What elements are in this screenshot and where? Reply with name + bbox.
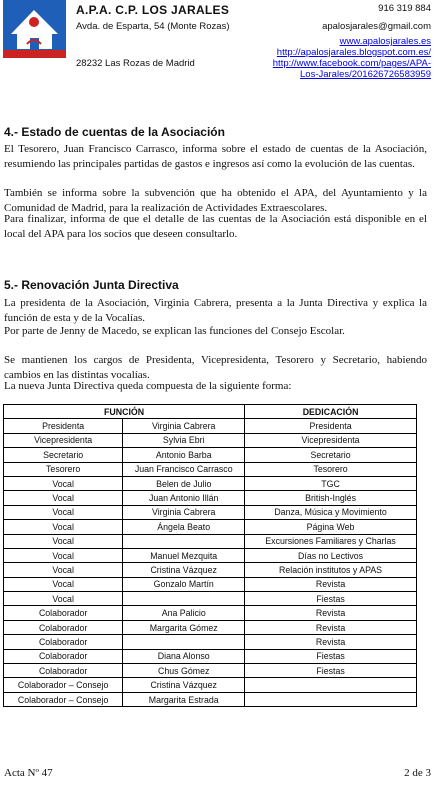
cell-role: Vocal (4, 476, 123, 490)
cell-dedication: Revista (245, 606, 417, 620)
section5-paragraph-1: La presidenta de la Asociación, Virginia Cabrera, presenta a la Junta Directiva y explica la función de esta y de la Vocalías. (4, 297, 427, 324)
cell-role: Vicepresidenta (4, 433, 123, 447)
cell-role: Vocal (4, 491, 123, 505)
table-header-row (4, 405, 417, 419)
header-dedicacion: DEDICACIÓN (245, 405, 417, 419)
cell-role: Colaborador (4, 649, 123, 663)
web-link[interactable]: www.apalosjarales.es (339, 36, 431, 47)
cell-name: Juan Francisco Carrasco (123, 462, 245, 476)
table-row (4, 620, 417, 634)
table-row (4, 534, 417, 548)
cell-name: Juan Antonio Illán (123, 491, 245, 505)
cell-name: Manuel Mezquita (123, 548, 245, 562)
cell-dedication: Presidenta (245, 419, 417, 433)
cell-name (123, 534, 245, 548)
cell-role: Tesorero (4, 462, 123, 476)
cell-role: Colaborador (4, 664, 123, 678)
cell-role: Colaborador (4, 635, 123, 649)
cell-name: Margarita Estrada (123, 692, 245, 706)
cell-dedication: Fiestas (245, 664, 417, 678)
cell-role: Vocal (4, 505, 123, 519)
footer-acta-number: Acta Nº 47 (4, 767, 53, 779)
cell-name: Diana Alonso (123, 649, 245, 663)
table-row (4, 419, 417, 433)
section5-title: 5.- Renovación Junta Directiva (4, 278, 179, 292)
footer-page-number: 2 de 3 (404, 767, 431, 779)
section5-paragraph-3: Se mantienen los cargos de Presidenta, Vicepresidenta, Tesorero y Secretario, habiendo cambios en las distintas vocalías. (4, 354, 427, 381)
cell-name: Chus Gómez (123, 664, 245, 678)
cell-dedication: Revista (245, 620, 417, 634)
cell-role: Colaborador – Consejo (4, 692, 123, 706)
table-row (4, 692, 417, 706)
table-row (4, 433, 417, 447)
cell-dedication: Fiestas (245, 649, 417, 663)
table-row (4, 491, 417, 505)
section4-title: 4.- Estado de cuentas de la Asociación (4, 125, 225, 139)
table-row (4, 606, 417, 620)
email: apalosjarales@gmail.com (322, 21, 431, 32)
table-row (4, 462, 417, 476)
table-row (4, 448, 417, 462)
facebook-link-line1[interactable]: http://www.facebook.com/pages/APA- (272, 58, 431, 69)
cell-name: Virginia Cabrera (123, 419, 245, 433)
cell-role: Colaborador (4, 620, 123, 634)
cell-name: Virginia Cabrera (123, 505, 245, 519)
table-row (4, 635, 417, 649)
cell-role: Vocal (4, 592, 123, 606)
table-row (4, 520, 417, 534)
cell-name: Belen de Julio (123, 476, 245, 490)
cell-dedication: Tesorero (245, 462, 417, 476)
table-row (4, 476, 417, 490)
cell-role: Secretario (4, 448, 123, 462)
cell-dedication: Revista (245, 635, 417, 649)
table-row (4, 649, 417, 663)
cell-dedication: Días no Lectivos (245, 548, 417, 562)
cell-role: Vocal (4, 520, 123, 534)
section4-paragraph-3: Para finalizar, informa de que el detalle de las cuentas de la Asociación está disponible en el local del APA para los socios que deseen consultarlo. (4, 213, 427, 240)
cell-name: Ángela Beato (123, 520, 245, 534)
table-row (4, 505, 417, 519)
blog-link[interactable]: http://apalosjarales.blogspot.com.es/ (276, 47, 431, 58)
org-name: A.P.A. C.P. LOS JARALES (76, 3, 230, 17)
section5-paragraph-4: La nueva Junta Directiva queda compuesta de la siguiente forma: (4, 380, 292, 392)
cell-role: Vocal (4, 548, 123, 562)
cell-role: Vocal (4, 534, 123, 548)
header-funcion: FUNCIÓN (4, 405, 245, 419)
cell-name: Cristina Vázquez (123, 563, 245, 577)
cell-dedication: Secretario (245, 448, 417, 462)
cell-dedication: British-Inglés (245, 491, 417, 505)
cell-role: Colaborador (4, 606, 123, 620)
facebook-link-line2[interactable]: Los-Jarales/201626726583959 (300, 69, 431, 80)
cell-name (123, 635, 245, 649)
cell-dedication (245, 678, 417, 692)
cell-dedication: TGC (245, 476, 417, 490)
cell-name: Antonio Barba (123, 448, 245, 462)
address: Avda. de Esparta, 54 (Monte Rozas) (76, 21, 230, 32)
cell-dedication: Revista (245, 577, 417, 591)
cell-role: Colaborador – Consejo (4, 678, 123, 692)
cell-name: Sylvia Ebri (123, 433, 245, 447)
cell-dedication: Relación institutos y APAS (245, 563, 417, 577)
table-row (4, 563, 417, 577)
section4-paragraph-2: También se informa sobre la subvención que ha obtenido el APA, del Ayuntamiento y la Comunidad de Madrid, para la realización de Actividades Extraescolares. (4, 187, 427, 214)
cell-dedication: Vicepresidenta (245, 433, 417, 447)
cell-dedication: Danza, Música y Movimiento (245, 505, 417, 519)
table-row (4, 577, 417, 591)
cell-dedication (245, 692, 417, 706)
cell-name: Cristina Vázquez (123, 678, 245, 692)
cell-dedication: Página Web (245, 520, 417, 534)
apa-logo (3, 0, 66, 58)
cell-role: Vocal (4, 577, 123, 591)
city: 28232 Las Rozas de Madrid (76, 58, 195, 69)
cell-name: Gonzalo Martín (123, 577, 245, 591)
cell-role: Vocal (4, 563, 123, 577)
section4-paragraph-1: El Tesorero, Juan Francisco Carrasco, informa sobre el estado de cuentas de la Asociación, resumiendo las principales partidas de gastos e ingresos así como la evolución de las cuentas. (4, 143, 427, 170)
junta-directiva-table (3, 404, 417, 707)
cell-role: Presidenta (4, 419, 123, 433)
cell-dedication: Excursiones Familiares y Charlas (245, 534, 417, 548)
cell-dedication: Fiestas (245, 592, 417, 606)
table-row (4, 664, 417, 678)
table-row (4, 592, 417, 606)
cell-name (123, 592, 245, 606)
table-row (4, 548, 417, 562)
cell-name: Margarita Gómez (123, 620, 245, 634)
section5-paragraph-2: Por parte de Jenny de Macedo, se explican las funciones del Consejo Escolar. (4, 325, 345, 337)
cell-name: Ana Palicio (123, 606, 245, 620)
phone: 916 319 884 (378, 3, 431, 14)
table-row (4, 678, 417, 692)
